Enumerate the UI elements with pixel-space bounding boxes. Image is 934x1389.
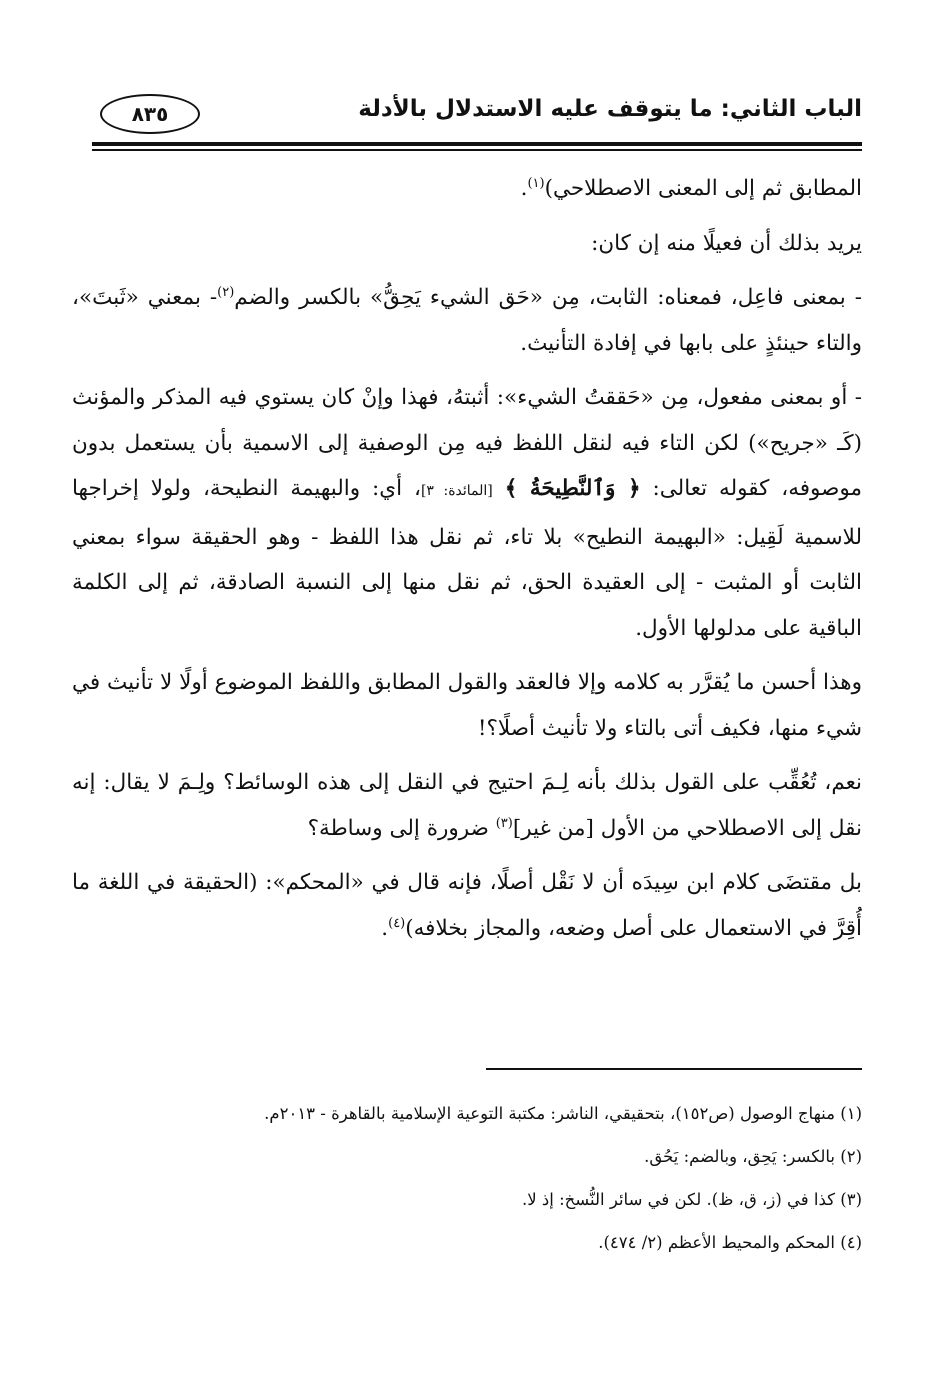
paragraph-3 [72,275,862,366]
body-text [72,166,862,960]
paragraph-7 [72,860,862,951]
footnote-2: (٢) بالكسر: يَحِق، وبالضم: يَحُق. [644,1147,862,1166]
paragraph-1-tail: . [520,176,528,201]
paragraph-4-part-a: - أو بمعنى مفعول، مِن «حَققتُ الشيء»: أثبتهُ، فهذا وإنْ كان يستوي فيه المذكر والمؤنث (كَـ «جريح») لكن التاء فيه لنقل اللفظ فيه مِن الوصفية إلى الاسمية بأن يستعمل بدون موصوفه، كقوله تعالى: [72,385,862,501]
paragraph-4 [72,375,862,651]
quran-verse: ﴿ وَٱلنَّطِيحَةُ ﴾ [504,476,641,501]
paragraph-1-text: المطابق ثم إلى المعنى الاصطلاحي) [544,176,862,201]
paragraph-3-part-a: - بمعنى فاعِل، فمعناه: الثابت، مِن «حَق الشيء يَحِقُّ» بالكسر والضم [234,285,862,310]
footnote-3: (٣) كذا في (ز، ق، ظ). لكن في سائر النُّسخ: إذ لا. [522,1190,862,1209]
footnote-ref-2: (٢) [217,284,235,300]
paragraph-6-part-a: نعم، تُعُقِّب على القول بذلك بأنه لِـمَ احتيج في النقل إلى هذه الوسائط؟ ولِـمَ لا يقال: إنه نقل إلى الاصطلاحي من الأول [من غير] [72,770,862,841]
verse-reference: [المائدة: ٣] [420,483,493,499]
footnote-separator [486,1068,862,1070]
paragraph-7-tail: . [381,915,389,941]
page-number: ٨٣٥ [100,94,200,134]
paragraph-1 [72,166,862,212]
paragraph-2: يريد بذلك أن فعيلًا منه إن كان: [591,230,862,256]
footnote-ref-1: (١) [527,175,545,191]
paragraph-6 [72,760,862,851]
paragraph-5: وهذا أحسن ما يُقرَّر به كلامه وإلا فالعقد والقول المطابق واللفظ الموضوع أولًا لا تأنيث في شيء منها، فكيف أتى بالتاء ولا تأنيث أصلًا؟! [72,670,862,741]
page-header [92,92,862,136]
paragraph-4-part-b: ، أي: والبهيمة النطيحة، ولولا إخراجها للاسمية لَقِيل: «البهيمة النطيح» بلا تاء، ثم نقل هذا اللفظ - وهو الحقيقة سواء بمعني الثابت أو المثبت - إلى العقيدة الحق، ثم نقل منها إلى النسبة الصادقة، ثم إلى الكلمة الباقية على مدلولها الأول. [72,476,862,641]
footnote-4: (٤) المحكم والمحيط الأعظم (٢/ ٤٧٤). [598,1233,862,1252]
footnote-ref-4: (٤) [388,915,406,931]
footnotes [72,1092,862,1264]
footnote-1: (١) منهاج الوصول (ص١٥٢)، بتحقيقي، الناشر: مكتبة التوعية الإسلامية بالقاهرة - ٢٠١٣م. [264,1104,862,1123]
paragraph-6-part-b: ضرورة إلى وساطة؟ [307,815,496,841]
paragraph-3-part-b: - بمعني «ثَبتَ»، والتاء حينئذٍ على بابها في إفادة التأنيث. [72,285,862,356]
chapter-title: الباب الثاني: ما يتوقف عليه الاستدلال بالأدلة [358,96,862,122]
header-rule-thin [92,149,862,151]
footnote-ref-3: (٣) [495,815,513,831]
header-rule-thick [92,142,862,146]
paragraph-7-part-a: بل مقتضَى كلام ابن سِيدَه أن لا نَقْل أصلًا، فإنه قال في «المحكم»: (الحقيقة في اللغة ما أُقِرَّ في الاستعمال على أصل وضعه، والمجاز بخلافه) [72,870,862,941]
